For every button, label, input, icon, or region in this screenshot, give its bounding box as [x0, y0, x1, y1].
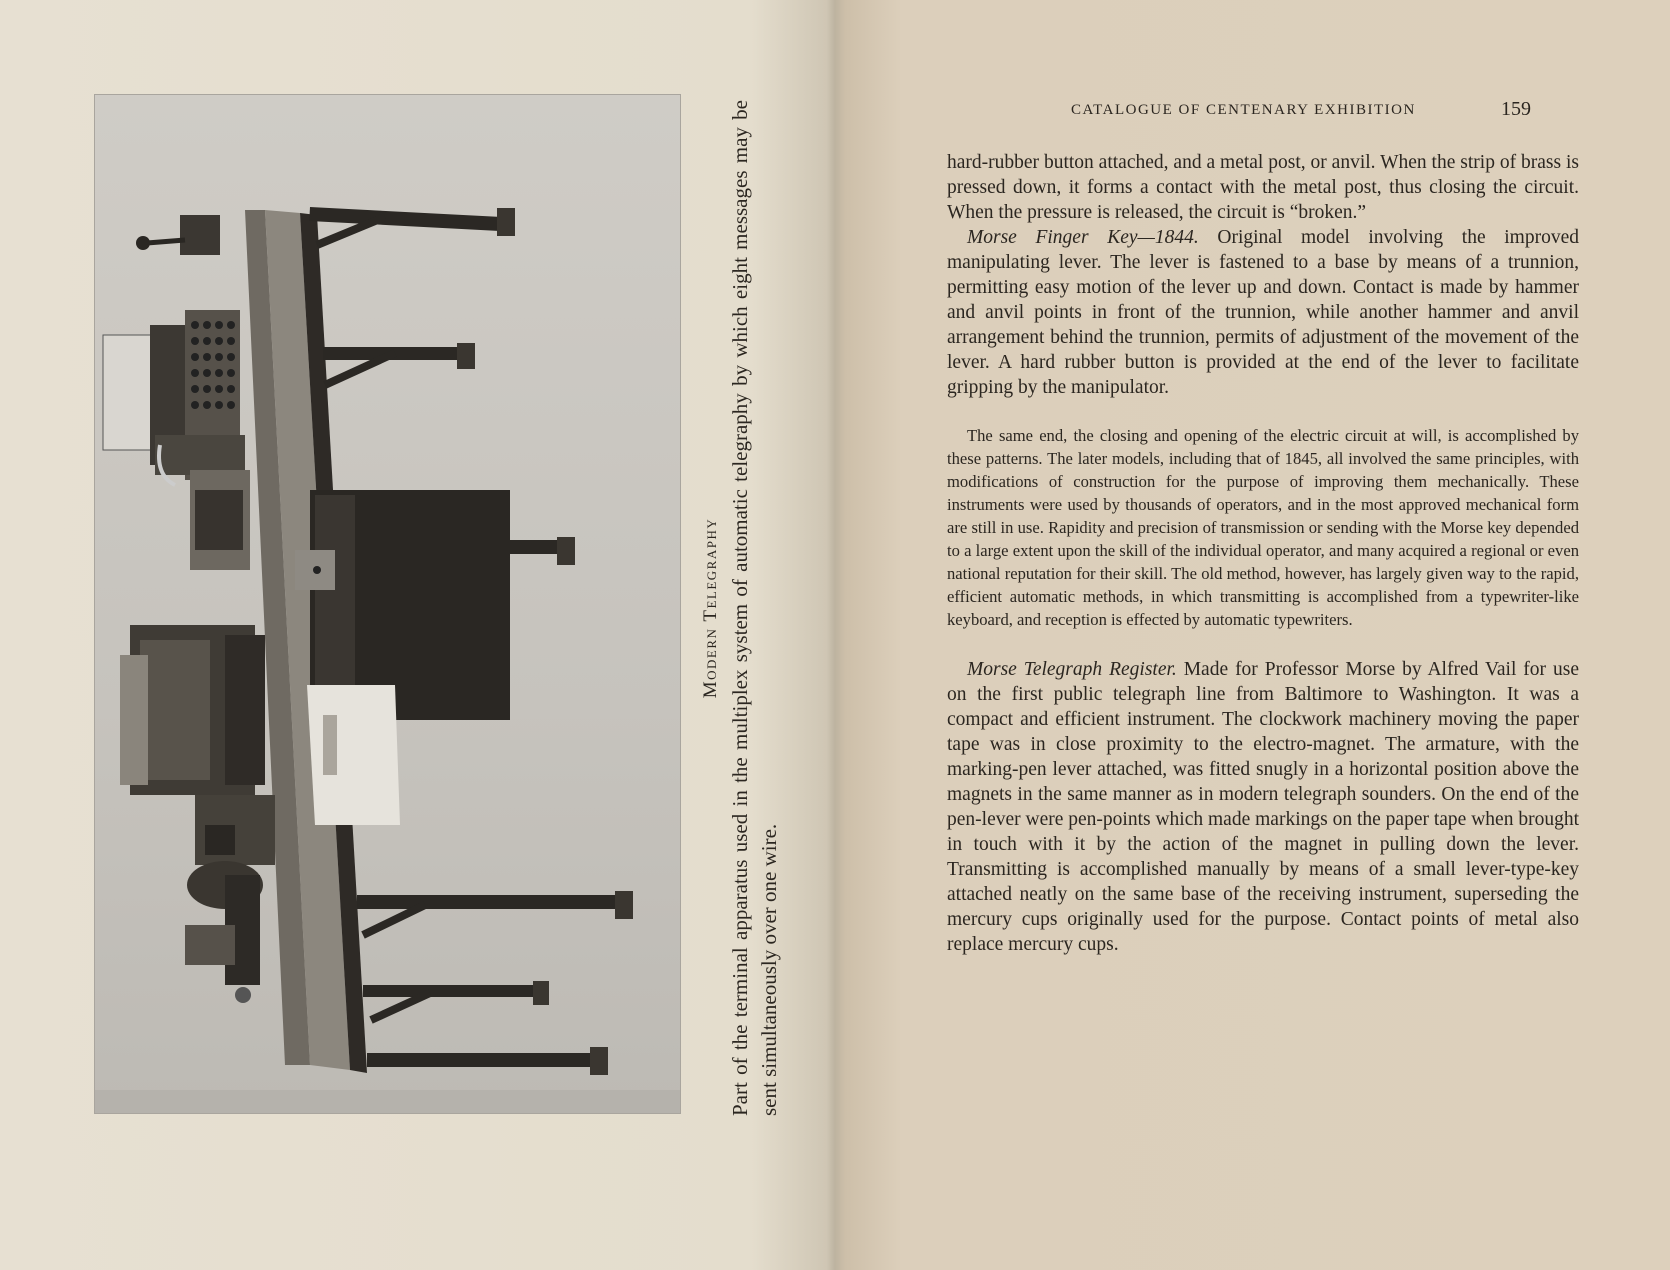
- paragraph-2-title: Morse Finger Key—1844.: [967, 227, 1199, 248]
- right-page: [835, 0, 1670, 1270]
- caption-rotated: [696, 96, 792, 1120]
- paragraph-2: [947, 225, 1579, 400]
- running-head: CATALOGUE OF CENTENARY EXHIBITION: [1071, 102, 1416, 118]
- page-number: 159: [1501, 98, 1531, 120]
- paragraph-4-text: Made for Professor Morse by Alfred Vail for use on the first public telegraph line from Baltimore to Washington. It was a compact and efficient instrument. The clockwork machinery moving the paper tape was in close proximity to the electro-magnet. The armature, with the marking-pen lever attached, was fitted snugly in a horizontal position above the magnets in the same manner as in modern telegraph sounders. On the end of the pen-lever were pen-points which made markings on the paper tape when brought in touch with it by the action of the magnet in pulling down the lever. Transmitting is accomplished manually by means of a small lever-type-key attached neatly on the same base of the receiving instrument, superseding the mercury cups originally used for the purpose. Contact points of metal also replace mercury cups.: [947, 659, 1579, 955]
- paragraph-4-title: Morse Telegraph Register.: [967, 659, 1177, 680]
- figure-caption: [696, 96, 792, 1120]
- paragraph-2-text: Original model involving the improved manipulating lever. The lever is fastened to a base by means of a trunnion, permitting easy motion of the lever up and down. Contact is made by hammer and anvil points in front of the trunnion, while another hammer and anvil arrangement behind the trunnion, permits of adjustment of the movement of the lever. A hard rubber button is provided at the end of the lever to facilitate gripping by the manipulator.: [947, 227, 1579, 398]
- paragraph-3: The same end, the closing and opening of the electric circuit at will, is accomplished by these patterns. The later models, including that of 1845, all involved the same principles, with modifications of construction for the purpose of improving them mechanically. These instruments were used by thousands of operators, and in the most approved mechanical form are still in use. Rapidity and precision of transmission or sending with the Morse key depended to a large extent upon the skill of the individual operator, and many acquired a regional or even national reputation for their skill. The old method, however, has largely given way to the rapid, efficient automatic methods, in which transmitting is accomplished from a typewriter-like keyboard, and reception is effected by automatic typewriters.: [947, 426, 1579, 629]
- paragraph-1: hard-rubber button attached, and a metal post, or anvil. When the strip of brass is pressed down, it forms a contact with the metal post, thus closing the circuit. When the pressure is released, the circuit is “broken.”: [947, 152, 1579, 223]
- paragraph-4: [947, 657, 1579, 957]
- caption-text: Part of the terminal apparatus used in the multiplex system of automatic telegraphy by which eight messages may be sent simultaneously over one wire.: [728, 100, 781, 1116]
- body-text: [947, 150, 1579, 957]
- caption-heading: Modern Telegraphy: [700, 517, 721, 699]
- apparatus-illustration: [95, 95, 680, 1113]
- telegraph-apparatus-photo: [94, 94, 681, 1114]
